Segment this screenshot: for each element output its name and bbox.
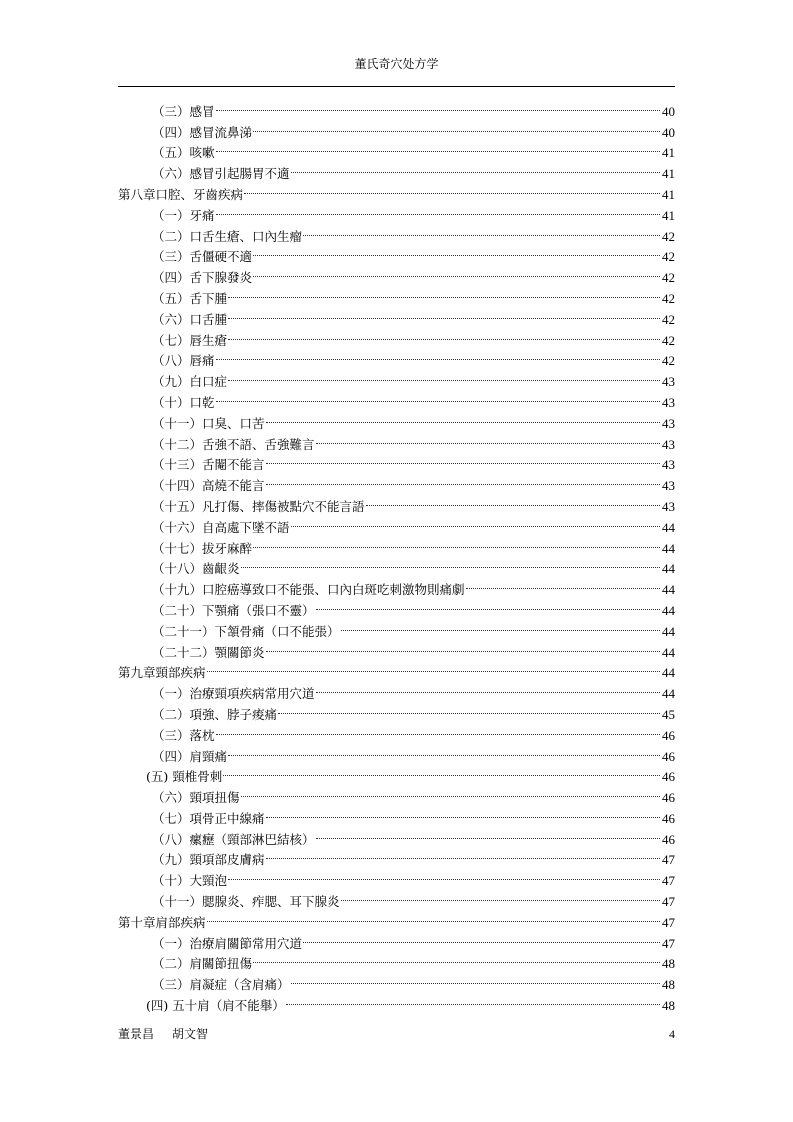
dot-leader: [228, 864, 660, 885]
toc-entry-label: （十九）口腔癌導致口不能張、口內白斑吃刺激物則痛劇: [152, 582, 465, 598]
toc-entry-label: （十）口乾: [152, 394, 215, 410]
dot-leader: [316, 823, 660, 844]
toc-entry-label: （十七）拔牙麻醉: [152, 540, 253, 556]
footer-authors: [118, 1026, 208, 1042]
toc-entry-label: （九）頸項部皮膚病: [152, 852, 265, 868]
toc-entry-page-number: 43: [662, 394, 675, 410]
toc-entry-page-number: 43: [662, 457, 675, 473]
toc-entry-page-number: 46: [662, 831, 675, 847]
dot-leader: [253, 948, 660, 969]
toc-entry-label: （九）白口症: [152, 374, 228, 390]
dot-leader: [228, 324, 660, 345]
toc-entry-page-number: 43: [662, 374, 675, 390]
toc-entry-label: 第十章肩部疾病: [118, 914, 206, 930]
toc-entry-page-number: 40: [662, 124, 675, 140]
toc-entry-page-number: 42: [662, 270, 675, 286]
toc-entry-page-number: 44: [662, 665, 675, 681]
dot-leader: [266, 469, 660, 490]
toc-entry-page-number: 44: [662, 602, 675, 618]
toc-entry-label: （五）舌下腫: [152, 290, 228, 306]
dot-leader: [266, 844, 660, 865]
author-name: 胡文智: [172, 1027, 209, 1041]
dot-leader: [244, 178, 660, 199]
dot-leader: [207, 657, 660, 678]
dot-leader: [253, 532, 660, 553]
toc-entry-page-number: 47: [662, 873, 675, 889]
dot-leader: [303, 220, 660, 241]
page-number: 4: [669, 1027, 675, 1041]
dot-leader: [253, 116, 660, 137]
toc-entry-label: （七）唇生瘡: [152, 332, 228, 348]
toc-entry-label: （四）感冒流鼻涕: [152, 124, 253, 140]
dot-leader: [216, 95, 660, 116]
toc-entry-page-number: 46: [662, 748, 675, 764]
toc-entry-page-number: 42: [662, 249, 675, 265]
dot-leader: [216, 199, 660, 220]
dot-leader: [316, 594, 660, 615]
toc-entry-label: （二十一）下頷骨痛（口不能張）: [152, 623, 340, 639]
dot-leader: [266, 636, 660, 657]
toc-entry-page-number: 47: [662, 852, 675, 868]
toc-entry-page-number: 43: [662, 498, 675, 514]
toc-entry-label: （三）舌僵硬不適: [152, 249, 253, 265]
toc-entry-label: （八）唇痛: [152, 353, 215, 369]
dot-leader: [278, 698, 660, 719]
dot-leader: [253, 241, 660, 262]
toc-entry-page-number: 46: [662, 810, 675, 826]
toc-entry-label: （二）口舌生瘡、口內生瘤: [152, 228, 303, 244]
dot-leader: [216, 386, 660, 407]
dot-leader: [228, 365, 660, 386]
toc-entry-label: (五) 頸椎骨刺: [146, 769, 223, 785]
dot-leader: [366, 490, 660, 511]
toc-entry-label: （三）落枕: [152, 727, 215, 743]
toc-entry-label: 第九章頸部疾病: [118, 665, 206, 681]
toc-entry-label: （二十）下顎痛（張口不靈）: [152, 602, 315, 618]
toc-entry-page-number: 42: [662, 353, 675, 369]
dot-leader: [291, 968, 660, 989]
dot-leader: [316, 428, 660, 449]
toc-entry-page-number: 47: [662, 914, 675, 930]
dot-leader: [341, 885, 660, 906]
toc-entry-label: （十一）腮腺炎、痄腮、耳下腺炎: [152, 894, 340, 910]
dot-leader: [241, 781, 660, 802]
toc-entry-page-number: 46: [662, 727, 675, 743]
toc-entry-page-number: 48: [662, 956, 675, 972]
toc-entry-page-number: 42: [662, 311, 675, 327]
dot-leader: [286, 989, 660, 1010]
toc-entry-page-number: 44: [662, 540, 675, 556]
toc-entry-label: （六）感冒引起腸胃不適: [152, 166, 290, 182]
dot-leader: [216, 137, 660, 158]
dot-leader: [207, 906, 660, 927]
dot-leader: [228, 740, 660, 761]
toc-entry-page-number: 42: [662, 332, 675, 348]
dot-leader: [291, 511, 660, 532]
toc-section-entry[interactable]: [118, 95, 675, 119]
toc-entry-page-number: 41: [662, 145, 675, 161]
toc-entry-label: （一）治療肩關節常用穴道: [152, 935, 303, 951]
toc-entry-label: （五）咳嗽: [152, 145, 215, 161]
toc-entry-label: （七）項骨正中線痛: [152, 810, 265, 826]
dot-leader: [253, 261, 660, 282]
table-of-contents: [118, 95, 675, 1014]
toc-entry-page-number: 44: [662, 644, 675, 660]
toc-entry-label: （二）肩關節扭傷: [152, 956, 253, 972]
dot-leader: [216, 719, 660, 740]
author-name: 董景昌: [118, 1027, 155, 1041]
toc-entry-page-number: 44: [662, 686, 675, 702]
toc-entry-label: （十四）高燒不能言: [152, 478, 265, 494]
toc-entry-label: （十二）舌強不語、舌強難言: [152, 436, 315, 452]
dot-leader: [266, 407, 660, 428]
toc-entry-label: （十一）口臭、口苦: [152, 415, 265, 431]
dot-leader: [228, 282, 660, 303]
header-divider: [118, 86, 675, 87]
running-header-title: 董氏奇穴处方学: [354, 57, 439, 71]
dot-leader: [266, 449, 660, 470]
toc-entry-label: （二）項強、脖子痠痛: [152, 706, 278, 722]
toc-entry-page-number: 44: [662, 623, 675, 639]
toc-entry-page-number: 43: [662, 436, 675, 452]
toc-entry-page-number: 44: [662, 561, 675, 577]
toc-entry-label: （三）感冒: [152, 103, 215, 119]
toc-entry-page-number: 46: [662, 769, 675, 785]
dot-leader: [316, 677, 660, 698]
dot-leader: [291, 157, 660, 178]
toc-entry-label: （十）大頸泡: [152, 873, 228, 889]
dot-leader: [303, 927, 660, 948]
toc-entry-label: （十三）舌閹不能言: [152, 457, 265, 473]
toc-entry-page-number: 41: [662, 207, 675, 223]
toc-entry-label: （六）頸項扭傷: [152, 790, 240, 806]
dot-leader: [341, 615, 660, 636]
toc-entry-label: （四）肩頸痛: [152, 748, 228, 764]
dot-leader: [466, 573, 660, 594]
toc-entry-page-number: 42: [662, 228, 675, 244]
toc-entry-page-number: 43: [662, 415, 675, 431]
toc-entry-label: （三）肩凝症（含肩痛）: [152, 977, 290, 993]
toc-entry-page-number: 44: [662, 519, 675, 535]
dot-leader: [223, 761, 660, 782]
toc-entry-label: （十八）齒齦炎: [152, 561, 240, 577]
toc-entry-label: （六）口舌腫: [152, 311, 228, 327]
toc-entry-page-number: 47: [662, 935, 675, 951]
dot-leader: [241, 553, 660, 574]
toc-entry-label: （二十二）顎關節炎: [152, 644, 265, 660]
toc-entry-page-number: 41: [662, 186, 675, 202]
toc-entry-page-number: 47: [662, 894, 675, 910]
toc-entry-page-number: 48: [662, 998, 675, 1014]
dot-leader: [228, 303, 660, 324]
toc-entry-page-number: 48: [662, 977, 675, 993]
toc-entry-label: （一）治療頸項疾病常用穴道: [152, 686, 315, 702]
toc-entry-page-number: 43: [662, 478, 675, 494]
dot-leader: [216, 345, 660, 366]
toc-entry-page-number: 41: [662, 166, 675, 182]
toc-entry-page-number: 40: [662, 103, 675, 119]
toc-entry-label: （十五）凡打傷、摔傷被點穴不能言語: [152, 498, 365, 514]
toc-entry-page-number: 44: [662, 582, 675, 598]
toc-entry-label: （十六）自高處下墜不語: [152, 519, 290, 535]
toc-entry-label: （一）牙痛: [152, 207, 215, 223]
toc-entry-page-number: 42: [662, 290, 675, 306]
toc-entry-label: 第八章口腔、牙齒疾病: [118, 186, 244, 202]
toc-entry-label: (四) 五十肩（肩不能舉）: [146, 998, 285, 1014]
toc-entry-page-number: 46: [662, 790, 675, 806]
toc-entry-page-number: 45: [662, 706, 675, 722]
toc-entry-label: （八）瘰癧（頸部淋巴結核）: [152, 831, 315, 847]
toc-entry-label: （四）舌下腺發炎: [152, 270, 253, 286]
dot-leader: [266, 802, 660, 823]
page-footer: [118, 1026, 675, 1042]
